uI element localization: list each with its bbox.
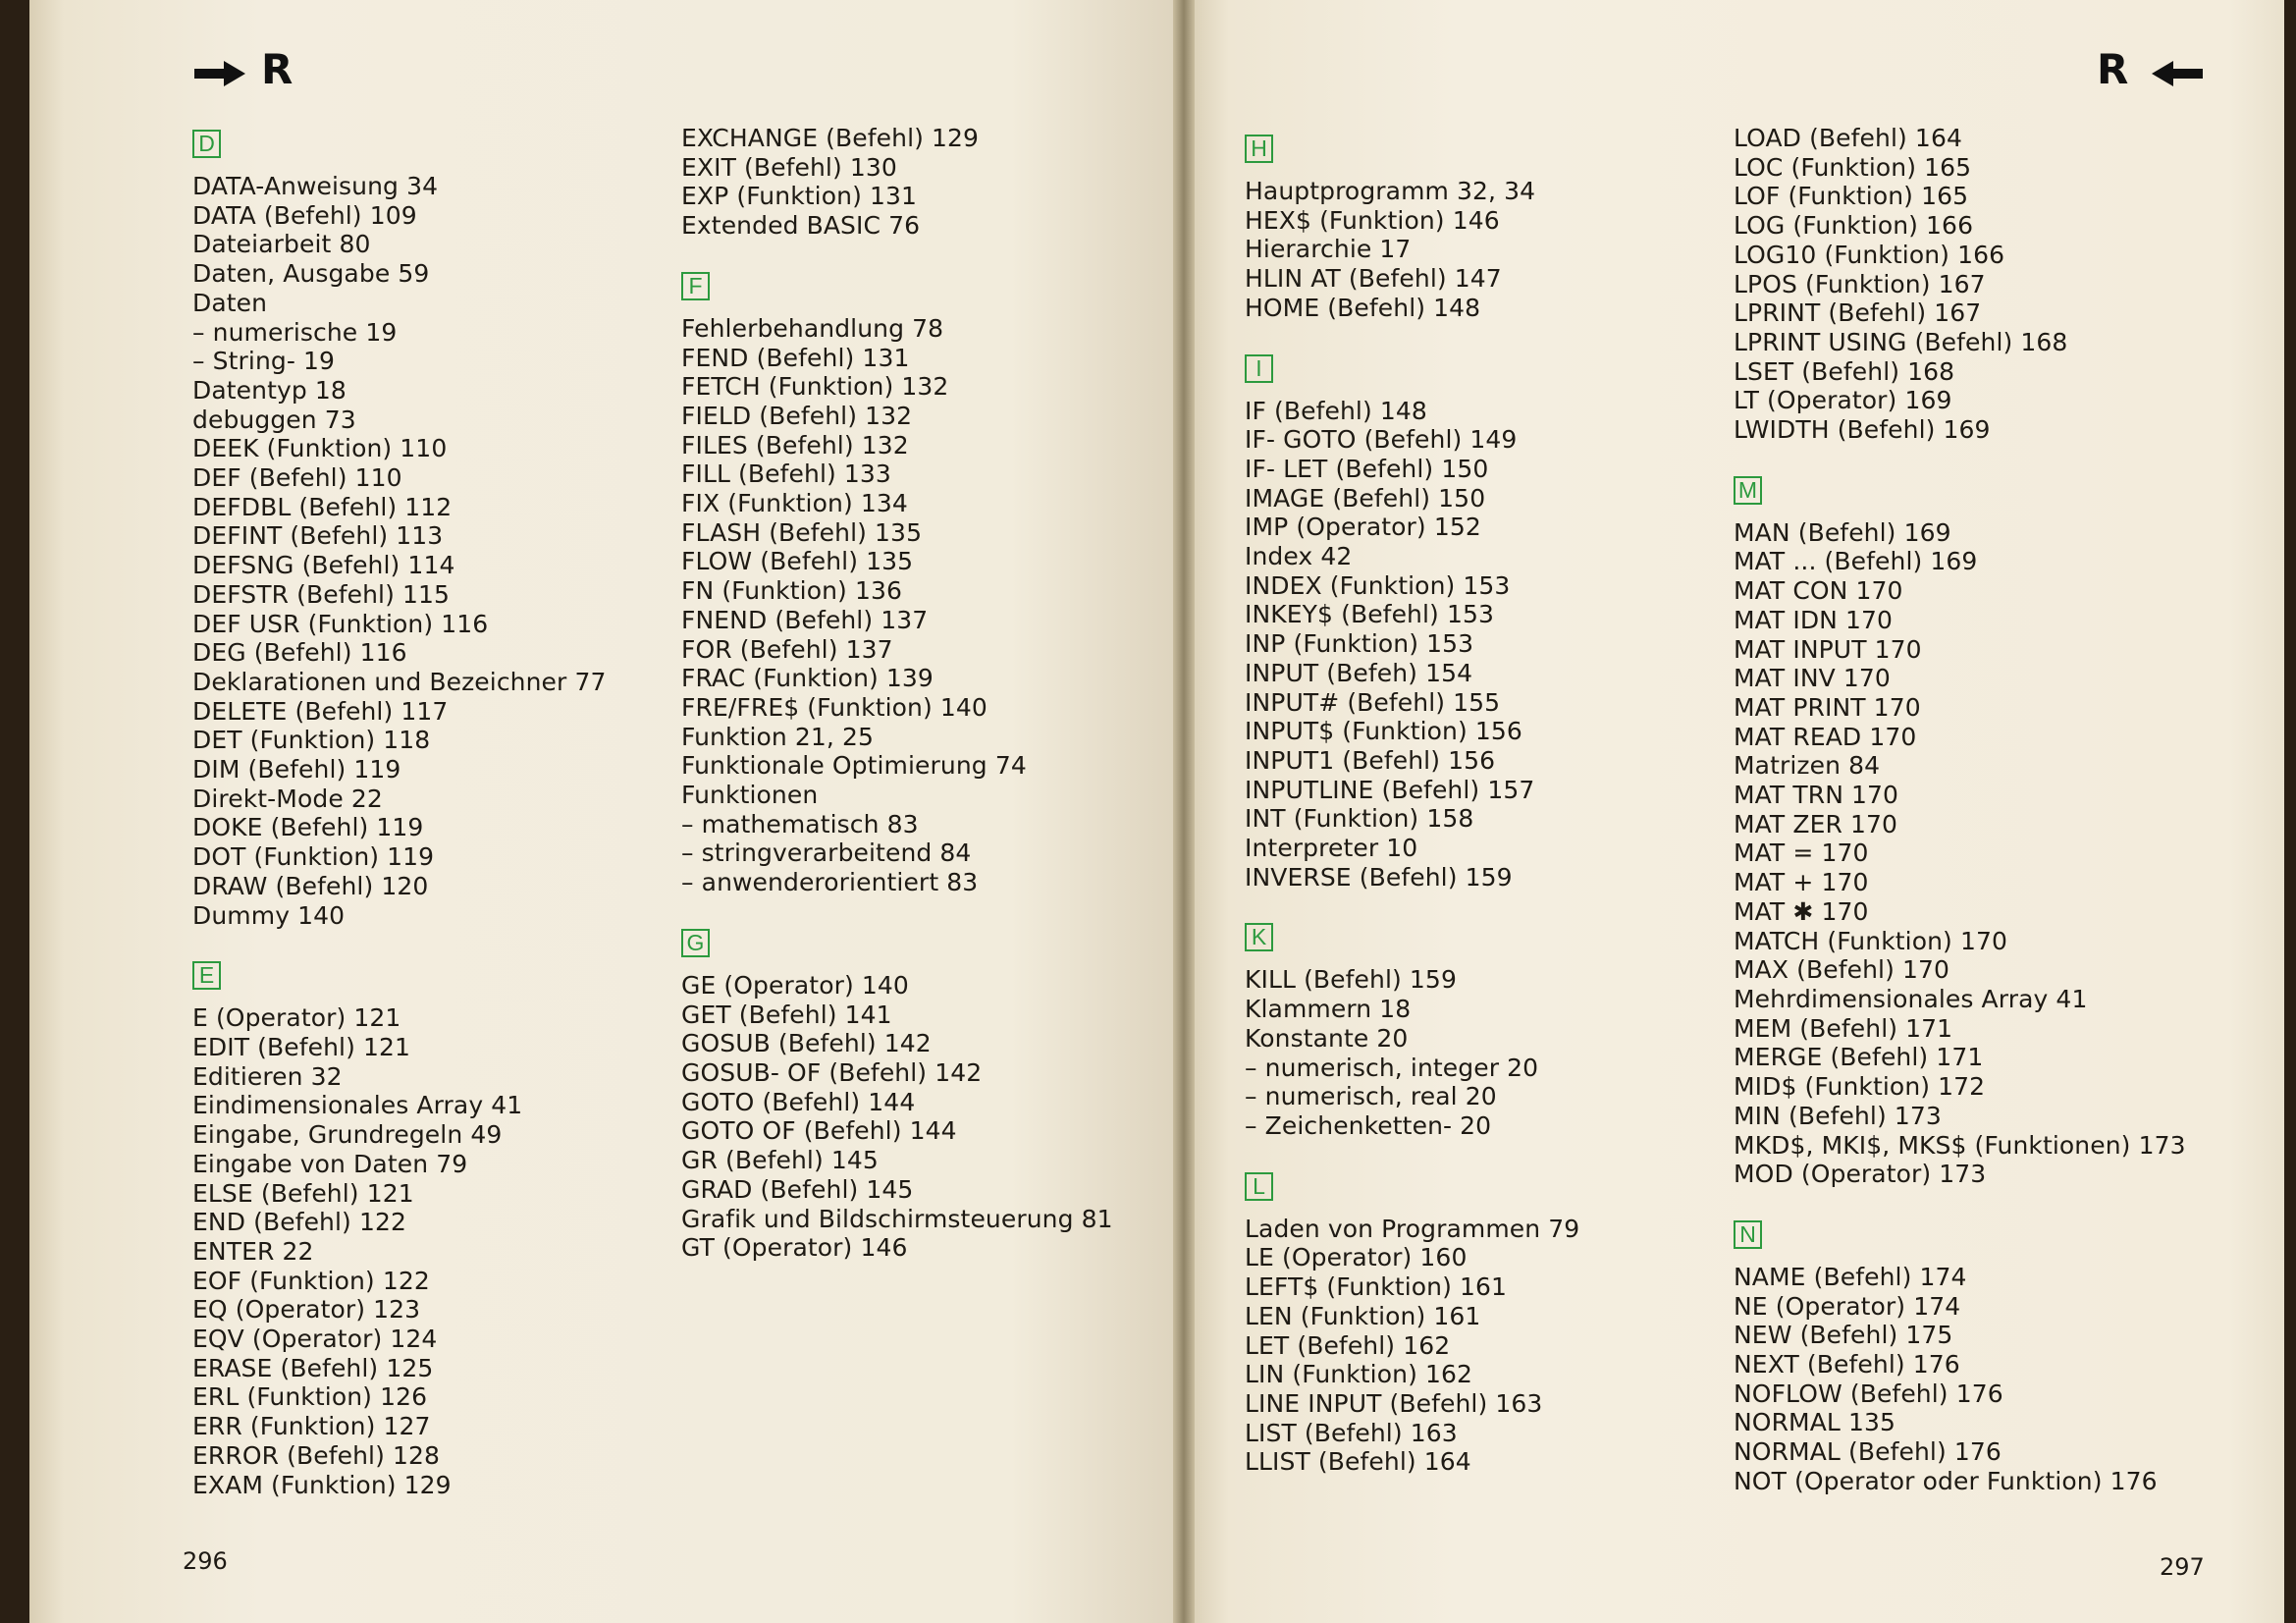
page-number-right: 297 [2160,1553,2205,1581]
index-entry: EXIT (Befehl) 130 [681,152,897,182]
section-letter-box: H [1245,135,1273,163]
right-arrow-head-icon [224,61,245,86]
index-entry: FNEND (Befehl) 137 [681,605,929,634]
index-entry: INPUT1 (Befehl) 156 [1245,745,1496,775]
index-entry: ERROR (Befehl) 128 [192,1440,441,1470]
index-entry: ERR (Funktion) 127 [192,1412,431,1441]
index-entry: IMAGE (Befehl) 150 [1245,483,1486,513]
index-entry: LIST (Befehl) 163 [1245,1418,1458,1447]
index-entry: EXP (Funktion) 131 [681,182,917,211]
index-entry: GRAD (Befehl) 145 [681,1174,914,1204]
index-entry: MAX (Befehl) 170 [1734,955,1950,985]
index-entry: LT (Operator) 169 [1734,386,1952,415]
index-entry: MAN (Befehl) 169 [1734,517,1951,547]
index-section [192,961,606,1499]
index-entry: NOT (Operator oder Funktion) 176 [1734,1466,2158,1495]
index-entry: Grafik und Bildschirmsteuerung 81 [681,1204,1113,1233]
index-entry: MAT INPUT 170 [1734,634,1922,664]
index-entry: LLIST (Befehl) 164 [1245,1447,1471,1477]
index-entry: INPUT# (Befehl) 155 [1245,687,1501,717]
index-entry: FEND (Befehl) 131 [681,343,910,372]
index-entry: EQV (Operator) 124 [192,1325,438,1354]
index-entry: MAT ✱ 170 [1734,896,1869,926]
index-entry: – mathematisch 83 [681,809,919,839]
index-entry: FLASH (Befehl) 135 [681,517,923,547]
index-entry: DRAW (Befehl) 120 [192,871,429,900]
index-entry: INVERSE (Befehl) 159 [1245,862,1513,892]
index-entry: IF (Befehl) 148 [1245,396,1427,425]
index-entry: INPUT$ (Funktion) 156 [1245,717,1522,746]
index-entry: Fehlerbehandlung 78 [681,313,944,343]
index-entry: Daten [192,288,268,317]
index-entry: GOSUB- OF (Befehl) 142 [681,1057,983,1087]
index-entry: NAME (Befehl) 174 [1734,1262,1967,1291]
index-column-left-1 [192,130,606,1499]
index-entry: – numerische 19 [192,317,398,347]
index-entry: ERASE (Befehl) 125 [192,1353,434,1382]
index-entry: NEXT (Befehl) 176 [1734,1350,1960,1380]
index-entry: LWIDTH (Befehl) 169 [1734,415,1991,445]
section-letter-box: F [681,272,710,300]
index-entry: MAT ZER 170 [1734,809,1898,839]
section-letter-box: G [681,929,710,957]
index-entry: NEW (Befehl) 175 [1734,1321,1953,1350]
index-section [681,929,1113,1263]
index-entry: DEFSNG (Befehl) 114 [192,551,455,580]
index-entry: KILL (Befehl) 159 [1245,965,1457,995]
index-entry: FLOW (Befehl) 135 [681,547,914,576]
index-entry: LET (Befehl) 162 [1245,1330,1451,1360]
index-entry: – stringverarbeitend 84 [681,839,972,868]
index-entry: Eingabe, Grundregeln 49 [192,1120,503,1150]
index-entry: LOC (Funktion) 165 [1734,152,1972,182]
index-entry: HEX$ (Funktion) 146 [1245,205,1500,235]
index-entry: FN (Funktion) 136 [681,576,902,606]
index-section [681,124,1113,241]
section-letter-box: E [192,961,221,990]
index-entry: GR (Befehl) 145 [681,1146,879,1175]
index-entry: Hauptprogramm 32, 34 [1245,177,1536,205]
index-entry: GOSUB (Befehl) 142 [681,1029,932,1058]
index-entry: FRAC (Funktion) 139 [681,664,934,693]
index-entry: MOD (Operator) 173 [1734,1160,1987,1189]
index-entry: MIN (Befehl) 173 [1734,1101,1942,1130]
index-section [1734,1220,2186,1496]
index-entry: ENTER 22 [192,1236,314,1266]
index-entry: – anwenderorientiert 83 [681,868,979,897]
index-entry: NE (Operator) 174 [1734,1291,1961,1321]
index-entry: DOKE (Befehl) 119 [192,813,424,842]
index-entry: Matrizen 84 [1734,751,1881,781]
index-entry: Daten, Ausgabe 59 [192,259,430,289]
index-entry: Editieren 32 [192,1061,343,1091]
index-entry: Index 42 [1245,542,1353,571]
index-entry: INP (Funktion) 153 [1245,629,1474,659]
index-column-right-1 [1245,135,1579,1477]
index-entry: MAT IDN 170 [1734,605,1894,634]
index-entry: LPRINT (Befehl) 167 [1734,298,1982,328]
section-letter-box: D [192,130,221,158]
index-entry: DIM (Befehl) 119 [192,755,401,784]
index-column-right-2 [1734,124,2186,1496]
index-entry: Eingabe von Daten 79 [192,1149,468,1178]
index-entry: LINE INPUT (Befehl) 163 [1245,1388,1543,1418]
index-entry: Interpreter 10 [1245,834,1418,863]
index-entry: LEN (Funktion) 161 [1245,1301,1481,1330]
index-entry: INKEY$ (Befehl) 153 [1245,600,1494,629]
section-letter-box: L [1245,1172,1273,1201]
index-entry: DEFSTR (Befehl) 115 [192,579,451,609]
index-entry: MID$ (Funktion) 172 [1734,1072,1986,1102]
index-entry: INDEX (Funktion) 153 [1245,570,1511,600]
index-entry: LOF (Funktion) 165 [1734,182,1969,211]
index-entry: NOFLOW (Befehl) 176 [1734,1379,2003,1408]
index-entry: LEFT$ (Funktion) 161 [1245,1272,1508,1302]
index-entry: Direkt-Mode 22 [192,784,383,813]
index-entry: MAT READ 170 [1734,722,1917,751]
index-entry: FRE/FRE$ (Funktion) 140 [681,692,988,722]
index-entry: Hierarchie 17 [1245,235,1412,264]
index-entry: DEF (Befehl) 110 [192,463,402,493]
index-entry: NORMAL (Befehl) 176 [1734,1437,2002,1467]
index-entry: Mehrdimensionales Array 41 [1734,984,2088,1013]
index-section [1245,923,1579,1140]
index-entry: LSET (Befehl) 168 [1734,356,1955,386]
index-entry: END (Befehl) 122 [192,1208,406,1237]
index-entry: MAT INV 170 [1734,664,1891,693]
index-entry: LOAD (Befehl) 164 [1734,124,1962,152]
index-section [1245,135,1579,323]
index-entry: LIN (Funktion) 162 [1245,1360,1472,1389]
index-entry: Datentyp 18 [192,375,347,405]
index-entry: INPUTLINE (Befehl) 157 [1245,775,1535,804]
index-column-left-2 [681,124,1113,1263]
index-entry: – Zeichenketten- 20 [1245,1110,1492,1140]
index-entry: Eindimensionales Array 41 [192,1091,523,1120]
index-entry: MAT + 170 [1734,868,1869,897]
index-entry: DEF USR (Funktion) 116 [192,609,489,638]
index-entry: Deklarationen und Bezeichner 77 [192,667,607,696]
index-entry: INPUT (Befeh) 154 [1245,658,1473,687]
index-entry: DEFDBL (Befehl) 112 [192,492,453,521]
index-entry: IMP (Operator) 152 [1245,513,1481,542]
right-header-letter: R [2097,45,2129,93]
index-entry: DELETE (Befehl) 117 [192,696,449,726]
index-section [1245,1172,1579,1477]
index-entry: EDIT (Befehl) 121 [192,1032,411,1061]
index-section [192,130,606,930]
index-entry: FOR (Befehl) 137 [681,634,893,664]
page-number-left: 296 [183,1547,228,1575]
index-entry: MEM (Befehl) 171 [1734,1013,1953,1043]
index-entry: – numerisch, integer 20 [1245,1053,1539,1082]
index-entry: FIX (Funktion) 134 [681,489,908,518]
index-entry: EXAM (Funktion) 129 [192,1470,452,1499]
index-entry: MAT PRINT 170 [1734,692,1921,722]
index-entry: Funktion 21, 25 [681,722,875,751]
index-entry: MAT TRN 170 [1734,781,1899,810]
index-entry: Funktionale Optimierung 74 [681,751,1027,781]
index-entry: Dateiarbeit 80 [192,230,371,259]
index-section [1734,124,2186,445]
index-entry: LOG (Funktion) 166 [1734,211,1974,241]
section-letter-box: K [1245,923,1273,951]
index-entry: LPOS (Funktion) 167 [1734,269,1986,298]
index-entry: GET (Befehl) 141 [681,1000,892,1029]
index-entry: EQ (Operator) 123 [192,1295,421,1325]
index-entry: Laden von Programmen 79 [1245,1214,1580,1243]
index-entry: MAT = 170 [1734,839,1869,868]
index-entry: IF- LET (Befehl) 150 [1245,454,1489,483]
index-entry: DEEK (Funktion) 110 [192,434,448,463]
index-entry: – numerisch, real 20 [1245,1082,1497,1111]
index-entry: EXCHANGE (Befehl) 129 [681,124,980,152]
index-entry: Dummy 140 [192,900,346,930]
index-entry: GOTO (Befehl) 144 [681,1087,916,1116]
index-entry: Extended BASIC 76 [681,211,921,241]
index-entry: DOT (Funktion) 119 [192,842,435,872]
book-binding [1173,0,1195,1623]
index-entry: Klammern 18 [1245,995,1412,1024]
index-entry: DEG (Befehl) 116 [192,638,407,668]
index-entry: – String- 19 [192,347,336,376]
index-entry: MATCH (Funktion) 170 [1734,926,2007,955]
index-entry: ELSE (Befehl) 121 [192,1178,414,1208]
section-letter-box: M [1734,476,1762,505]
index-entry: MAT ... (Befehl) 169 [1734,547,1978,576]
index-section [1245,354,1579,893]
index-entry: LE (Operator) 160 [1245,1243,1468,1272]
left-header-letter: R [261,45,294,93]
index-entry: DATA-Anweisung 34 [192,172,439,200]
index-entry: HOME (Befehl) 148 [1245,293,1481,322]
left-arrow-icon [2169,69,2203,79]
index-entry: Konstante 20 [1245,1023,1409,1053]
section-letter-box: N [1734,1220,1762,1249]
index-entry: FETCH (Funktion) 132 [681,372,949,402]
index-entry: MAT CON 170 [1734,576,1903,606]
section-letter-box: I [1245,354,1273,383]
index-entry: E (Operator) 121 [192,1003,401,1033]
index-entry: LPRINT USING (Befehl) 168 [1734,327,2068,356]
index-entry: MKD$, MKI$, MKS$ (Funktionen) 173 [1734,1130,2186,1160]
index-entry: MERGE (Befehl) 171 [1734,1043,1984,1072]
index-entry: GE (Operator) 140 [681,970,909,1000]
index-entry: DEFINT (Befehl) 113 [192,521,444,551]
index-entry: GOTO OF (Befehl) 144 [681,1116,957,1146]
index-entry: GT (Operator) 146 [681,1233,908,1263]
index-entry: FILL (Befehl) 133 [681,460,891,489]
index-entry: debuggen 73 [192,405,356,434]
index-entry: IF- GOTO (Befehl) 149 [1245,425,1518,455]
index-section [1734,476,2186,1189]
index-entry: ERL (Funktion) 126 [192,1382,428,1412]
index-entry: Funktionen [681,781,819,810]
index-entry: NORMAL 135 [1734,1408,1896,1437]
index-entry: EOF (Funktion) 122 [192,1266,430,1295]
index-entry: DATA (Befehl) 109 [192,200,417,230]
index-entry: INT (Funktion) 158 [1245,804,1474,834]
index-entry: DET (Funktion) 118 [192,726,431,755]
index-entry: HLIN AT (Befehl) 147 [1245,264,1502,294]
index-section [681,272,1113,897]
index-entry: LOG10 (Funktion) 166 [1734,240,2005,269]
index-entry: FILES (Befehl) 132 [681,430,909,460]
index-entry: FIELD (Befehl) 132 [681,401,913,430]
